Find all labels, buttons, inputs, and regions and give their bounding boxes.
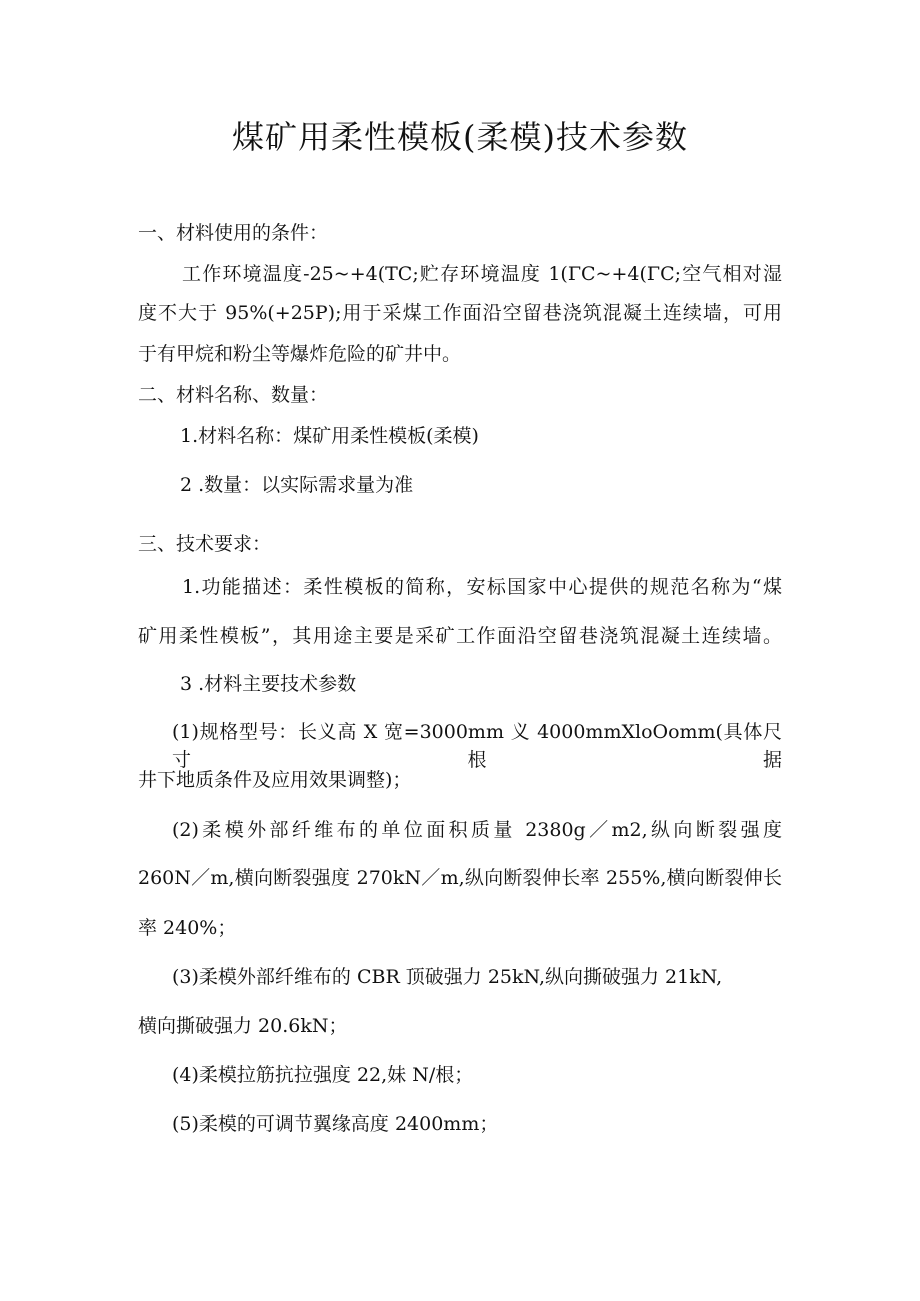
spec-item-3-line-2: 横向撕破强力 20.6kN； bbox=[138, 1015, 348, 1037]
page-title: 煤矿用柔性模板(柔模)技术参数 bbox=[232, 118, 688, 156]
section-1-paragraph-line-3: 于有甲烷和粉尘等爆炸危险的矿井中。 bbox=[138, 343, 462, 365]
spec-item-2-line-1: (2)柔模外部纤维布的单位面积质量 2380g／m2,纵向断裂强度 bbox=[172, 819, 782, 841]
section-3-heading: 三、技术要求： bbox=[138, 533, 272, 555]
spec-item-1-line-2: 井下地质条件及应用效果调整)； bbox=[138, 769, 412, 791]
section-2-heading: 二、材料名称、数量： bbox=[138, 384, 329, 406]
material-name-item: 1.材料名称：煤矿用柔性模板(柔模) bbox=[180, 425, 479, 447]
function-description-line-1: 1.功能描述：柔性模板的简称，安标国家中心提供的规范名称为“煤 bbox=[182, 576, 782, 598]
section-1-heading: 一、材料使用的条件： bbox=[138, 222, 329, 244]
quantity-item: 2 .数量：以实际需求量为准 bbox=[180, 474, 414, 496]
spec-item-4: (4)柔模拉筋抗拉强度 22,妹 N/根； bbox=[172, 1064, 474, 1086]
function-description-line-2: 矿用柔性模板”，其用途主要是采矿工作面沿空留巷浇筑混凝土连续墙。 bbox=[138, 625, 782, 647]
spec-item-2-line-2: 260N／m,横向断裂强度 270kN／m,纵向断裂伸长率 255%,横向断裂伸长 bbox=[138, 867, 782, 889]
spec-item-2-line-3: 率 240%； bbox=[138, 917, 237, 939]
spec-item-3-line-1: (3)柔模外部纤维布的 CBR 顶破强力 25kN,纵向撕破强力 21kN, bbox=[172, 966, 723, 988]
spec-item-1-line-1: (1)规格型号：长义高 X 宽=3000mm 义 4000mmXloOomm(具体尺寸根据 bbox=[172, 721, 782, 771]
technical-parameters-heading: 3 .材料主要技术参数 bbox=[180, 673, 357, 695]
spec-item-5: (5)柔模的可调节翼缘高度 2400mm； bbox=[172, 1113, 499, 1135]
section-1-paragraph-line-2: 度不大于 95%(+25P);用于采煤工作面沿空留巷浇筑混凝土连续墙，可用 bbox=[138, 302, 782, 324]
section-1-paragraph-line-1: 工作环境温度-25~+4(TC;贮存环境温度 1(ΓC~+4(ΓC;空气相对湿 bbox=[182, 263, 782, 285]
